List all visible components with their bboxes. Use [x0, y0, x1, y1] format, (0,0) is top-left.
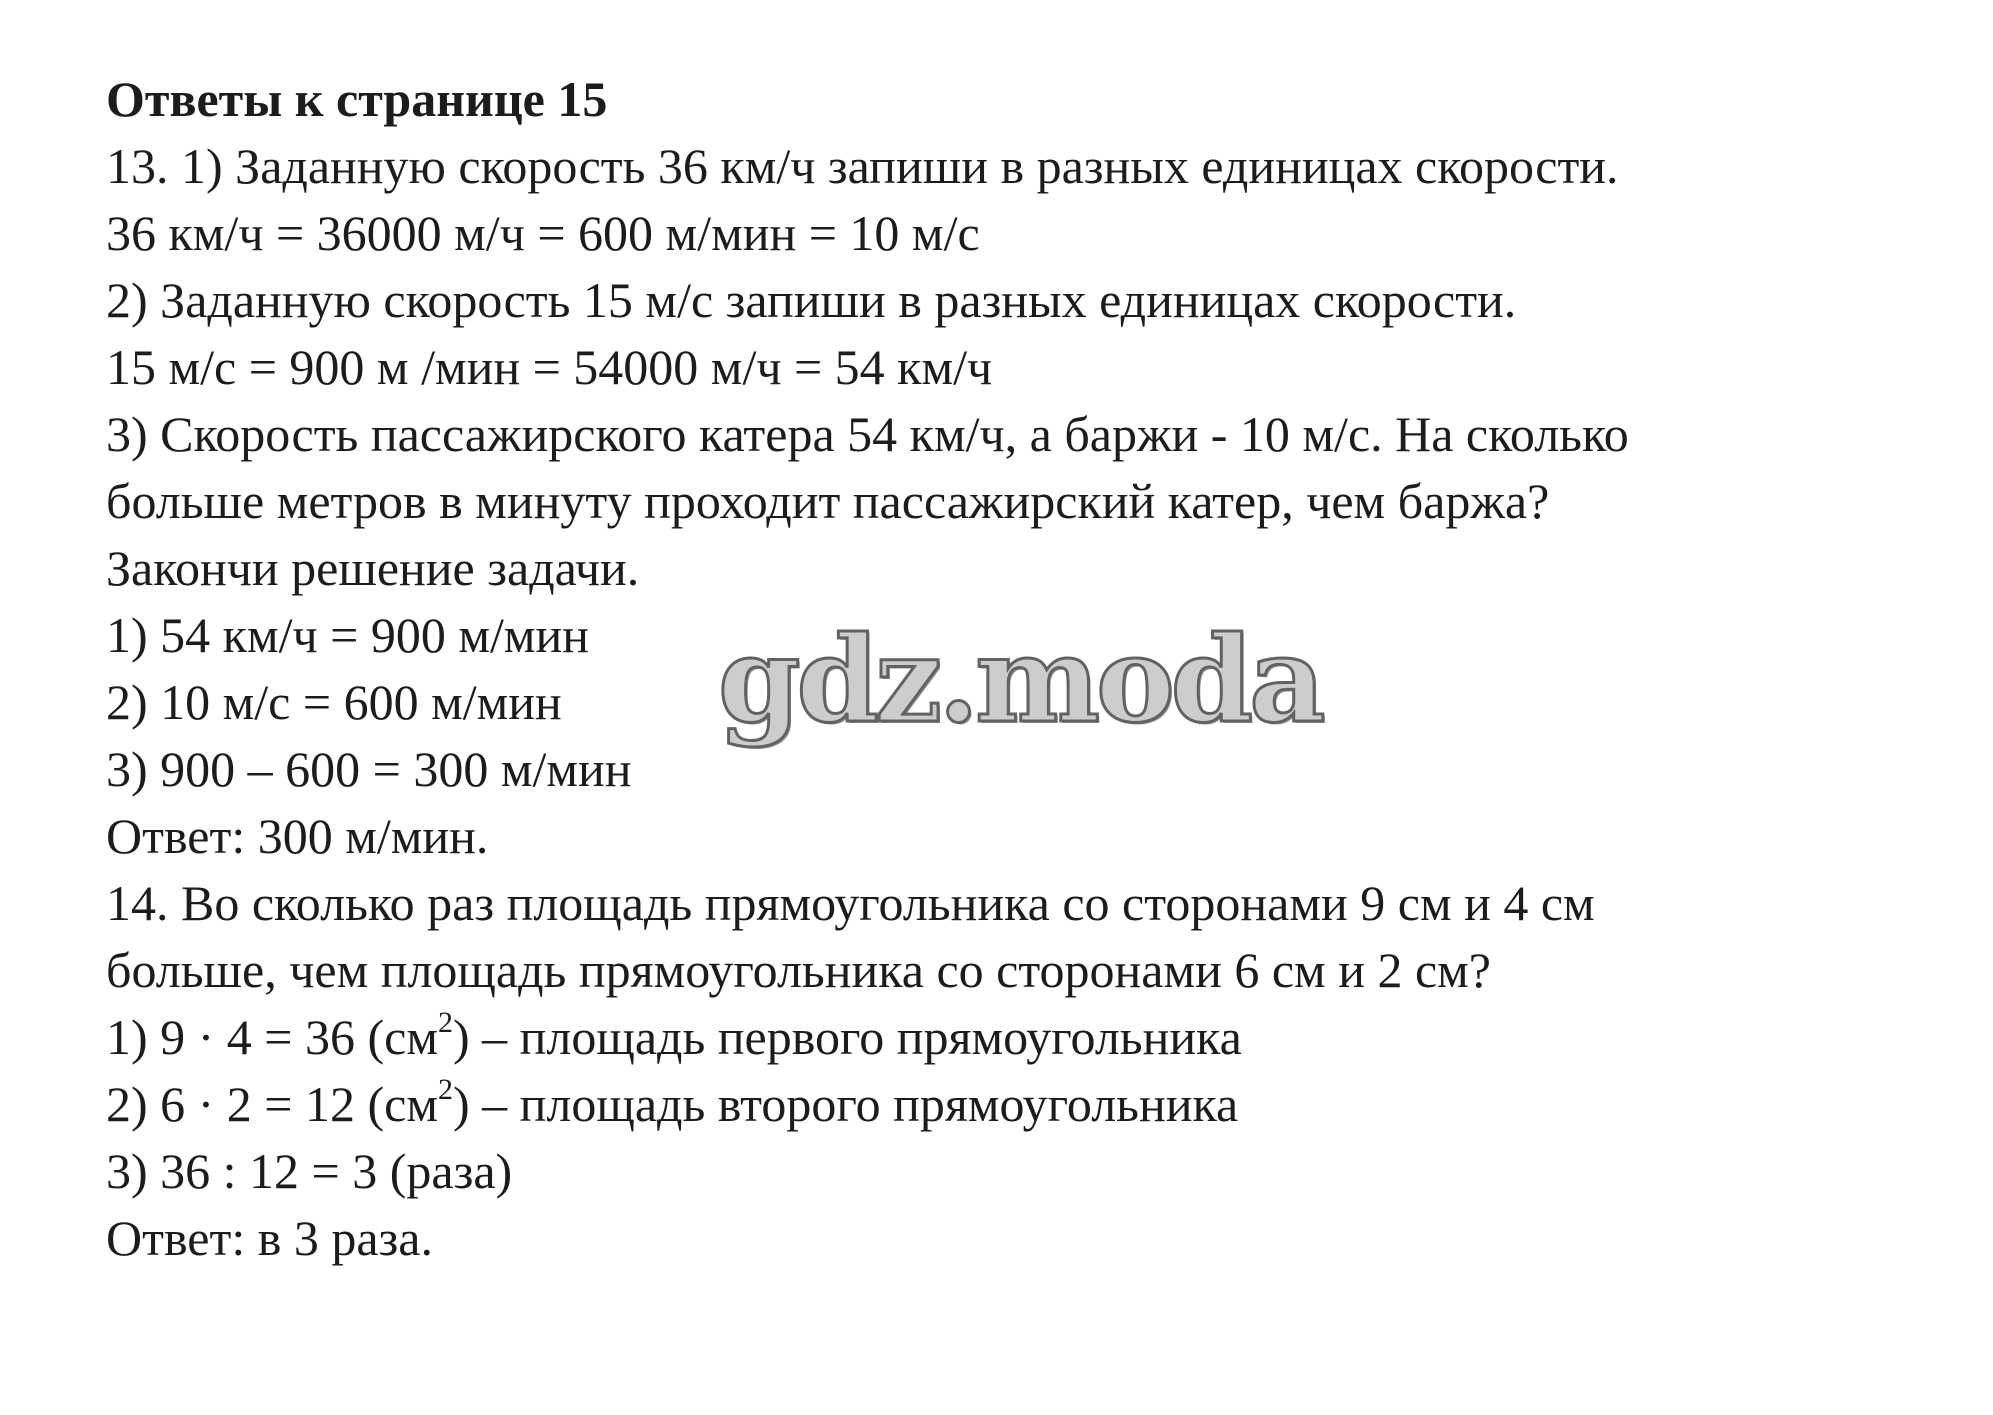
- watermark: gdz.moda: [718, 610, 1322, 749]
- text-line: 3) 900 – 600 = 300 м/мин: [106, 741, 632, 797]
- text-line: Ответ: в 3 раза.: [106, 1210, 433, 1266]
- text-line: 14. Во сколько раз площадь прямоугольника со сторонами 9 см и 4 см: [106, 875, 1595, 931]
- text-part: ) – площадь первого прямоугольника: [452, 1009, 1242, 1065]
- text-line: Ответ: 300 м/мин.: [106, 808, 489, 864]
- text-line: 15 м/с = 900 м /мин = 54000 м/ч = 54 км/ч: [106, 339, 993, 395]
- page-title: Ответы к странице 15: [106, 71, 608, 127]
- superscript: 2: [437, 1073, 453, 1107]
- text-part: 1) 9 · 4 = 36 (см: [106, 1009, 438, 1065]
- text-line: 1) 54 км/ч = 900 м/мин: [106, 607, 590, 663]
- text-line: больше метров в минуту проходит пассажирский катер, чем баржа?: [106, 473, 1550, 529]
- text-line-area-first: [106, 1004, 1966, 1071]
- text-line: 2) Заданную скорость 15 м/с запиши в разных единицах скорости.: [106, 272, 1517, 328]
- text-part: 2) 6 · 2 = 12 (см: [106, 1076, 438, 1132]
- text-line: 13. 1) Заданную скорость 36 км/ч запиши в разных единицах скорости.: [106, 138, 1619, 194]
- text-line-area-second: [106, 1071, 1966, 1138]
- text-part: ) – площадь второго прямоугольника: [452, 1076, 1239, 1132]
- text-line: Закончи решение задачи.: [106, 540, 640, 596]
- text-line: больше, чем площадь прямоугольника со сторонами 6 см и 2 см?: [106, 942, 1491, 998]
- text-line: 3) 36 : 12 = 3 (раза): [106, 1143, 513, 1199]
- text-line: 36 км/ч = 36000 м/ч = 600 м/мин = 10 м/с: [106, 205, 980, 261]
- text-line: 2) 10 м/с = 600 м/мин: [106, 674, 562, 730]
- superscript: 2: [437, 1006, 453, 1040]
- text-line: 3) Скорость пассажирского катера 54 км/ч, а баржи - 10 м/с. На сколько: [106, 406, 1629, 462]
